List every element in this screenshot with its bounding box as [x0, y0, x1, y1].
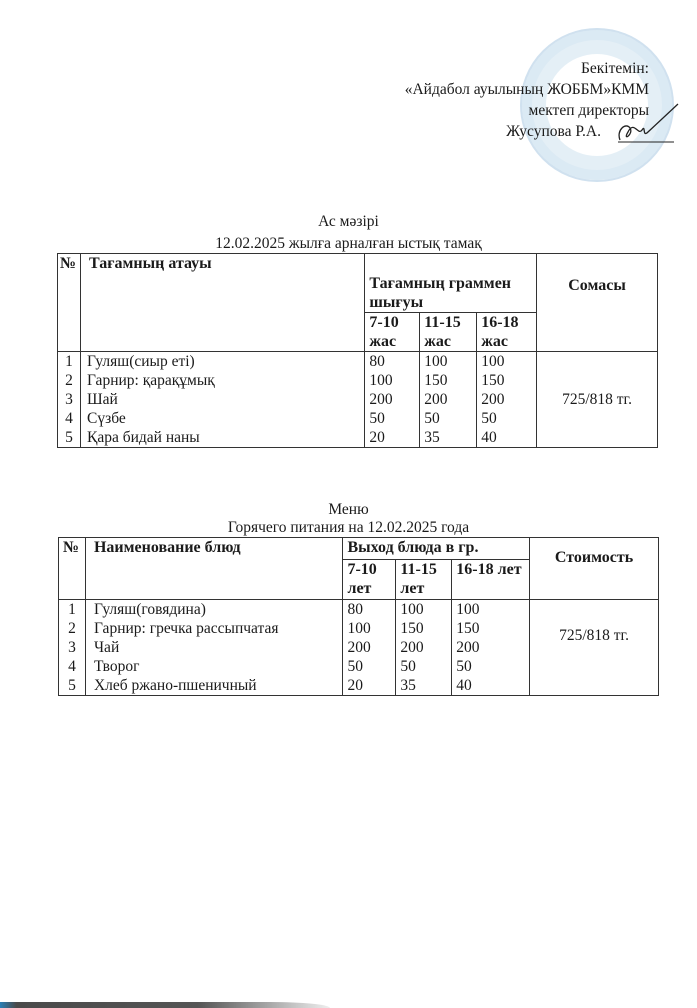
dish-name: Шай	[86, 391, 118, 408]
grams-value: 50	[400, 658, 416, 675]
dish-name: Творог	[93, 658, 140, 675]
dish-name: Чай	[93, 639, 120, 656]
grams-value: 100	[481, 353, 505, 370]
grams-value: 150	[424, 372, 448, 389]
row-number: 4	[68, 658, 76, 675]
grams-value: 40	[481, 429, 497, 446]
row-number: 3	[68, 639, 76, 656]
grams-value: 200	[456, 639, 480, 656]
grams-value: 40	[456, 677, 472, 694]
grams-value: 150	[481, 372, 505, 389]
header-age-11-15: 11-15 лет	[396, 560, 452, 600]
grams-value: 200	[424, 391, 448, 408]
grams-value: 50	[424, 410, 440, 427]
dish-names-cell	[80, 352, 364, 448]
row-number: 1	[68, 601, 76, 618]
russian-menu-subtitle: Горячего питания на 12.02.2025 года	[227, 519, 470, 536]
row-number: 3	[65, 391, 73, 408]
row-number: 2	[65, 372, 73, 389]
cost-value: 725/818 тг.	[530, 600, 659, 696]
row-number: 1	[65, 353, 73, 370]
grams-value: 50	[456, 658, 472, 675]
grams-7-10-cell	[365, 352, 420, 448]
grams-value: 80	[347, 601, 363, 618]
grams-16-18-cell	[477, 352, 537, 448]
kazakh-menu-title: Ас мәзірі	[318, 213, 379, 230]
grams-value: 150	[400, 620, 424, 637]
header-age-16-18: 16-18 лет	[452, 560, 530, 600]
scan-edge-artifact	[0, 1002, 330, 1008]
grams-value: 50	[347, 658, 363, 675]
grams-11-15-cell	[420, 352, 477, 448]
header-yield: Тағамның граммен шығуы	[365, 254, 537, 313]
grams-11-15-cell	[396, 600, 452, 696]
approval-position: мектеп директоры	[528, 102, 649, 119]
grams-7-10-cell	[343, 600, 396, 696]
header-age-7-10: 7-10 лет	[343, 560, 396, 600]
grams-16-18-cell	[452, 600, 530, 696]
kazakh-menu-table	[57, 253, 658, 448]
grams-value: 150	[456, 620, 480, 637]
header-dish-name: Наименование блюд	[85, 538, 342, 600]
approval-director-name: Жусупова Р.А.	[506, 123, 601, 140]
row-numbers-cell	[58, 352, 81, 448]
row-numbers-cell	[59, 600, 86, 696]
header-age-11-15: 11-15 жас	[420, 313, 477, 352]
header-cost: Стоимость	[530, 538, 659, 600]
grams-value: 200	[481, 391, 505, 408]
grams-value: 20	[369, 429, 385, 446]
kazakh-menu-subtitle: 12.02.2025 жылға арналған ыстық тамақ	[215, 235, 482, 252]
header-number: №	[58, 254, 81, 352]
header-age-16-18: 16-18 жас	[477, 313, 537, 352]
grams-value: 35	[400, 677, 416, 694]
cost-value: 725/818 тг.	[537, 352, 658, 448]
russian-menu-title: Меню	[328, 501, 369, 518]
grams-value: 100	[400, 601, 424, 618]
row-number: 4	[65, 410, 73, 427]
header-number: №	[59, 538, 86, 600]
header-age-7-10: 7-10 жас	[365, 313, 420, 352]
dish-name: Гуляш(говядина)	[93, 601, 206, 618]
approval-organization: «Айдабол ауылының ЖОББМ»КММ	[404, 81, 649, 98]
director-signature	[612, 102, 682, 148]
grams-value: 200	[347, 639, 371, 656]
grams-value: 100	[424, 353, 448, 370]
dish-name: Хлеб ржано-пшеничный	[93, 677, 257, 694]
grams-value: 100	[369, 372, 393, 389]
grams-value: 100	[456, 601, 480, 618]
row-number: 2	[68, 620, 76, 637]
dish-name: Сүзбе	[86, 410, 126, 427]
grams-value: 20	[347, 677, 363, 694]
grams-value: 100	[347, 620, 371, 637]
grams-value: 50	[369, 410, 385, 427]
row-number: 5	[65, 429, 73, 446]
grams-value: 200	[400, 639, 424, 656]
approval-heading: Бекітемін:	[581, 60, 649, 77]
russian-menu-table	[58, 537, 659, 696]
grams-value: 200	[369, 391, 393, 408]
row-number: 5	[68, 677, 76, 694]
dish-name: Гарнир: гречка рассыпчатая	[93, 620, 279, 637]
dish-names-cell	[85, 600, 342, 696]
dish-name: Қара бидай наны	[86, 429, 200, 446]
header-yield: Выход блюда в гр.	[343, 538, 530, 560]
grams-value: 80	[369, 353, 385, 370]
header-cost: Сомасы	[537, 254, 658, 352]
dish-name: Гарнир: қарақұмық	[86, 372, 215, 389]
grams-value: 50	[481, 410, 497, 427]
grams-value: 35	[424, 429, 440, 446]
header-dish-name: Тағамның атауы	[80, 254, 364, 352]
dish-name: Гуляш(сиыр еті)	[86, 353, 195, 370]
